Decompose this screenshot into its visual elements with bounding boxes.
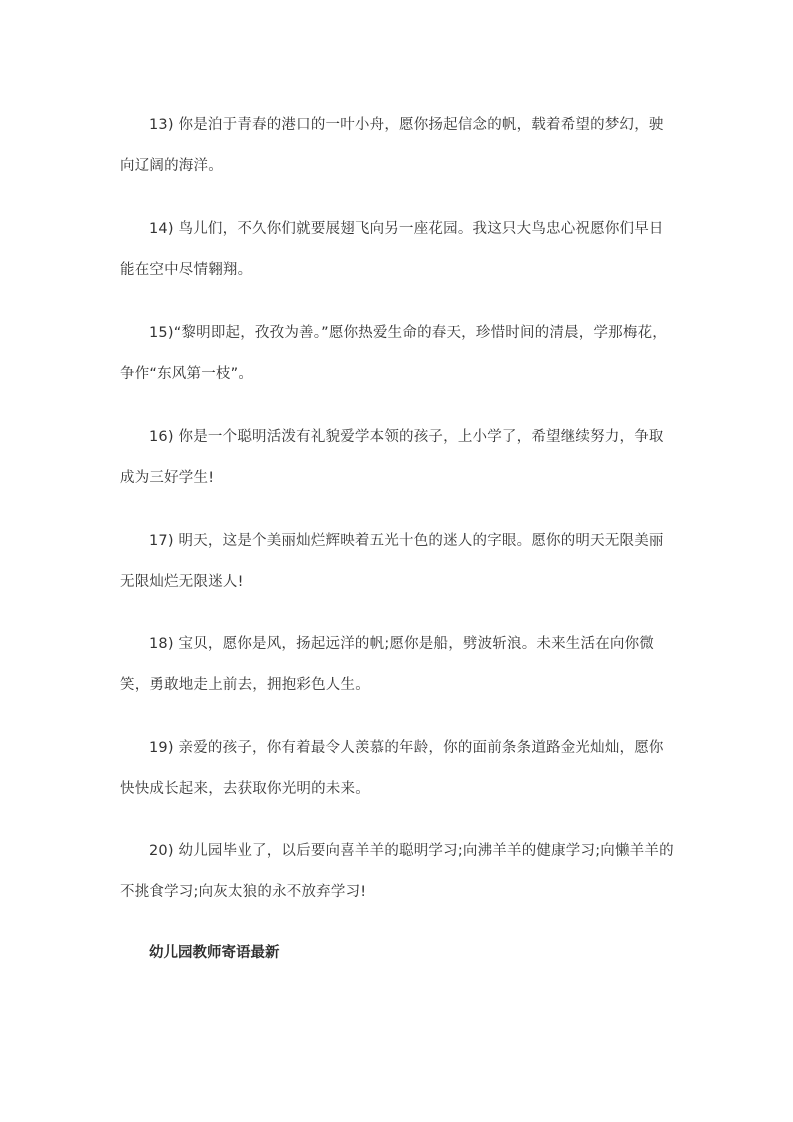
paragraph-17: 17) 明天，这是个美丽灿烂辉映着五光十色的迷人的字眼。愿你的明天无限美丽无限灿烂无限迷人!	[120, 533, 664, 590]
paragraph-13: 13) 你是泊于青春的港口的一叶小舟，愿你扬起信念的帆，载着希望的梦幻，驶向辽阔的海洋。	[120, 117, 664, 174]
paragraph-15: 15)“黎明即起，孜孜为善。”愿你热爱生命的春天，珍惜时间的清晨，学那梅花，争作“东风第一枝”。	[120, 325, 667, 382]
paragraph-20: 20) 幼儿园毕业了，以后要向喜羊羊的聪明学习;向沸羊羊的健康学习;向懒羊羊的不挑食学习;向灰太狼的永不放弃学习!	[120, 843, 674, 900]
section-heading: 幼儿园教师寄语最新	[149, 945, 280, 961]
paragraph-19: 19) 亲爱的孩子，你有着最令人羡慕的年龄，你的面前条条道路金光灿灿，愿你快快成长起来，去获取你光明的未来。	[120, 740, 664, 797]
paragraph-16: 16) 你是一个聪明活泼有礼貌爱学本领的孩子，上小学了，希望继续努力，争取成为三好学生!	[120, 429, 664, 486]
paragraph-14: 14) 鸟儿们，不久你们就要展翅飞向另一座花园。我这只大鸟忠心祝愿你们早日能在空中尽情翱翔。	[120, 221, 664, 278]
paragraph-18: 18) 宝贝，愿你是风，扬起远洋的帆;愿你是船，劈波斩浪。未来生活在向你微笑，勇敢地走上前去，拥抱彩色人生。	[120, 636, 654, 693]
